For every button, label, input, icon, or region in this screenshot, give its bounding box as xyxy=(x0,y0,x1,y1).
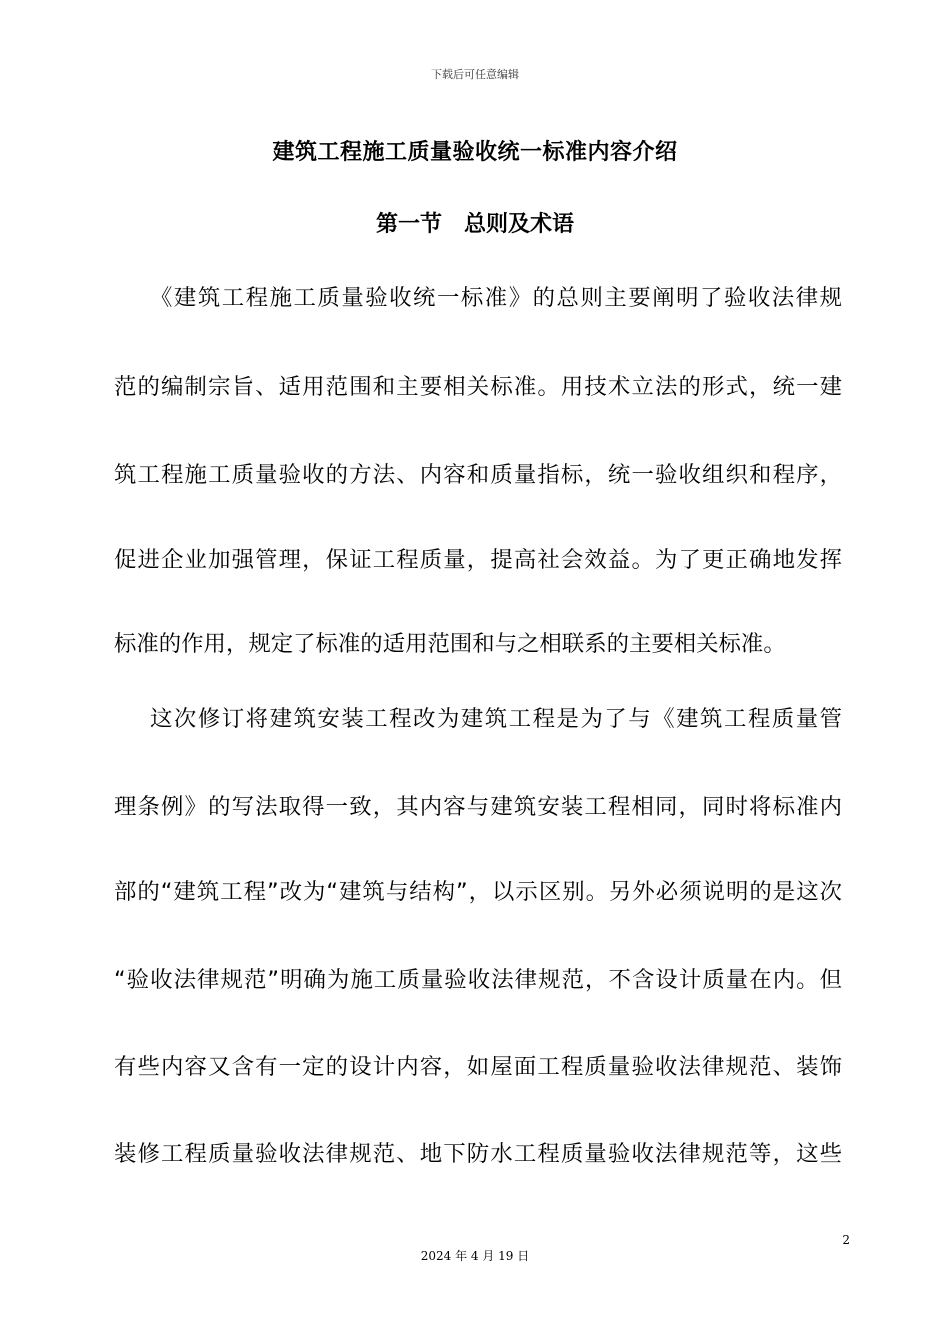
paragraph-line: 理条例》的写法取得一致，其内容与建筑安装工程相同，同时将标准内 xyxy=(114,794,842,820)
section-heading: 第一节 总则及术语 xyxy=(375,212,574,237)
paragraph-line: 这次修订将建筑安装工程改为建筑工程是为了与《建筑工程质量管 xyxy=(150,706,842,732)
paragraph-line: 促进企业加强管理，保证工程质量，提高社会效益。为了更正确地发挥 xyxy=(114,547,842,573)
paragraph-line: 部的“建筑工程”改为“建筑与结构”，以示区别。另外必须说明的是这次 xyxy=(114,879,842,905)
document-title: 建筑工程施工质量验收统一标准内容介绍 xyxy=(272,140,678,165)
paragraph-line: 范的编制宗旨、适用范围和主要相关标准。用技术立法的形式，统一建 xyxy=(114,374,842,400)
footer-date: 2024 年 4 月 19 日 xyxy=(420,1249,530,1263)
header-note: 下载后可任意编辑 xyxy=(431,68,519,81)
paragraph-line: 有些内容又含有一定的设计内容，如屋面工程质量验收法律规范、装饰 xyxy=(114,1054,842,1080)
paragraph-line: 标准的作用，规定了标准的适用范围和与之相联系的主要相关标准。 xyxy=(114,631,786,657)
paragraph-line: 《建筑工程施工质量验收统一标准》的总则主要阐明了验收法律规 xyxy=(150,285,842,311)
paragraph-line: “验收法律规范”明确为施工质量验收法律规范，不含设计质量在内。但 xyxy=(114,967,842,993)
paragraph-line: 筑工程施工质量验收的方法、内容和质量指标，统一验收组织和程序， xyxy=(114,462,842,488)
page-number: 2 xyxy=(842,1233,850,1247)
paragraph-line: 装修工程质量验收法律规范、地下防水工程质量验收法律规范等，这些 xyxy=(114,1141,842,1167)
